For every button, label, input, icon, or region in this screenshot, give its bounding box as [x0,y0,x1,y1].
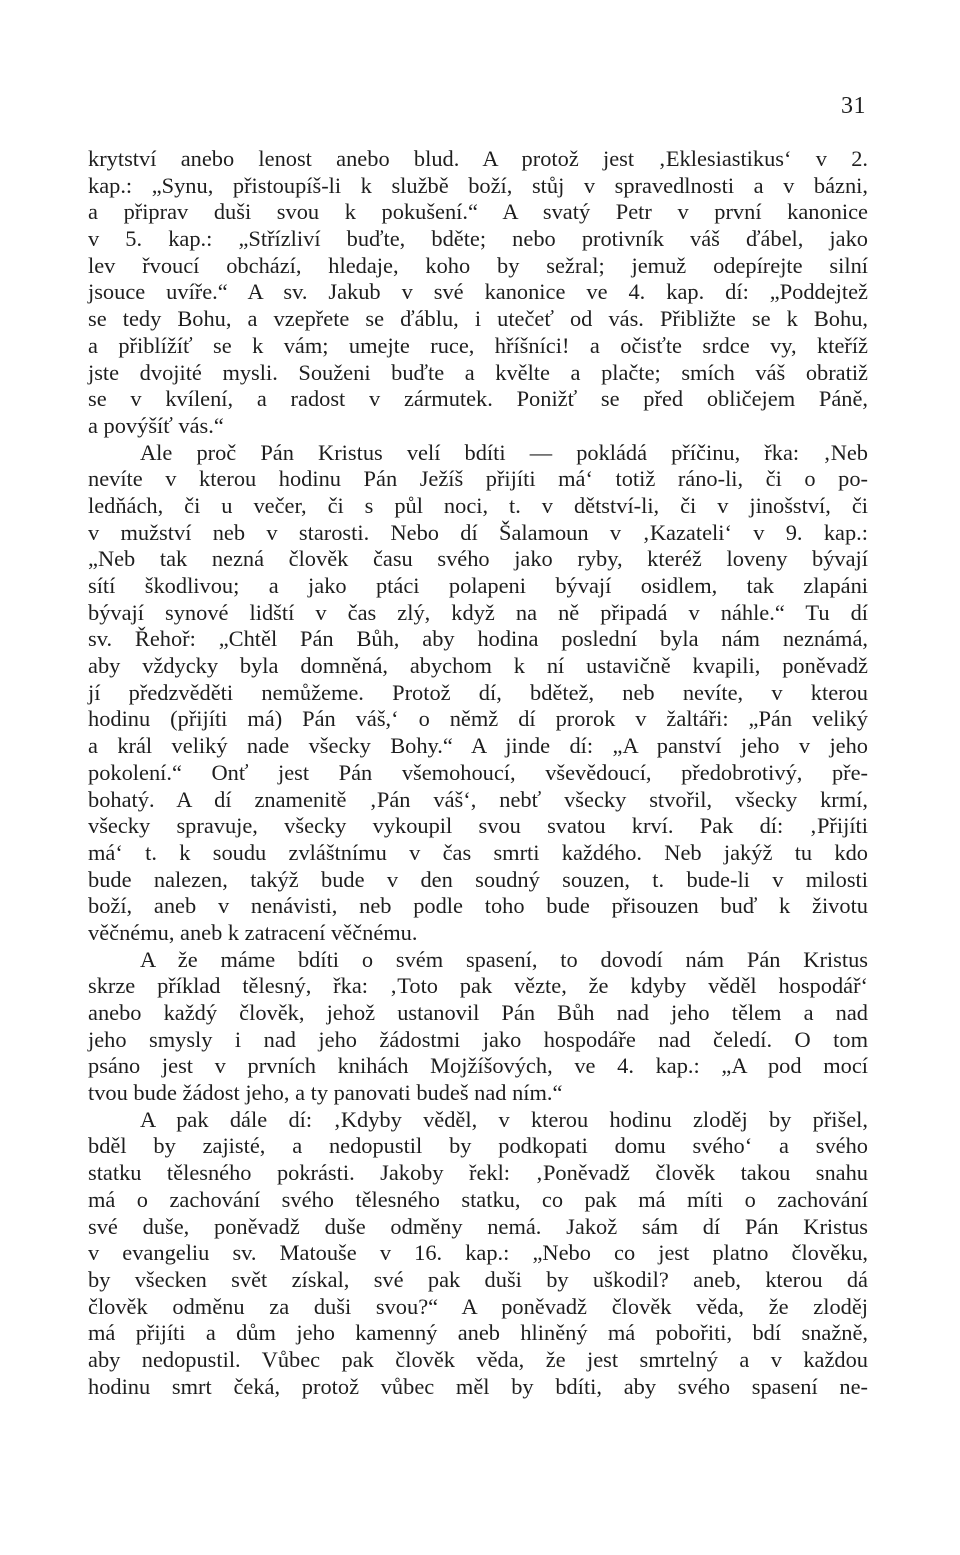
text-line: a přiblížíť se k vám; umejte ruce, hříšníci! a očisťte srdce vy, kteříž [88,332,868,358]
text-line: krytství anebo lenost anebo blud. A protož jest ‚Eklesiastikus‘ v 2. [88,146,868,171]
text-line: anebo každý člověk, jehož ustanovil Pán Bůh nad jeho tělem a nad [88,1000,868,1025]
text-line: bude nalezen, takýž bude v den soudný souzen, t. bude-li v milosti [88,866,868,892]
text-line: aby nedopustil. Vůbec pak člověk věda, že jest smrtelný a v každou [88,1346,868,1372]
text-line: jsouce uvíře.“ A sv. Jakub v své kanonice ve 4. kap. dí: „Poddejtež [88,279,868,305]
page-number: 31 [841,93,866,119]
text-line: a povýšíť vás.“ [88,412,224,438]
text-line: skrze příklad tělesný, řka: ‚Toto pak vězte, že kdyby věděl hospodář‘ [88,973,868,999]
text-line: má přijíti a dům jeho kamenný aneb hliněný má pobořiti, bdí snažně, [88,1320,868,1346]
text-line: své duše, poněvadž duše odměny nemá. Jakož sám dí Pán Kristus [88,1213,868,1239]
text-line: a připrav duši svou k pokušení.“ A svatý Petr v první kanonice [88,199,868,225]
text-line: by všecken svět získal, své pak duši by uškodil? aneb, kterou dá [88,1266,868,1292]
text-line: v evangeliu sv. Matouše v 16. kap.: „Nebo co jest platno člověku, [88,1240,868,1266]
text-line: jí předzvěděti nemůžeme. Protož dí, bdětež, neb nevíte, v kterou [88,679,868,705]
text-line: A pak dále dí: ‚Kdyby věděl, v kterou hodinu zloděj by přišel, [140,1106,868,1132]
text-line: v 5. kap.: „Střízliví buďte, bděte; nebo protivník váš ďábel, jako [88,226,868,252]
text-line: Ale proč Pán Kristus velí bdíti — pokládá příčinu, řka: ‚Neb [140,439,868,465]
text-line: bohatý. A dí znamenitě ‚Pán váš‘, nebť všecky stvořil, všecky krmí, [88,786,868,812]
text-line: aby vždycky byla domněná, abychom k ní ustavičně kvapili, poněvadž [88,653,868,679]
text-line: hodinu smrt čeká, protož vůbec měl by bdíti, aby svého spasení ne- [88,1373,868,1399]
text-line: A že máme bdíti o svém spasení, to dovodí nám Pán Kristus [140,946,868,972]
text-line: kap.: „Synu, přistoupíš-li k službě boží, stůj v spravedlnosti a v bázni, [88,172,868,198]
text-line: bděl by zajisté, a nedopustil by podkopati domu svého‘ a svého [88,1133,868,1159]
text-line: se tedy Bohu, a vzepřete se ďáblu, i utečeť od vás. Přibližte se k Bohu, [88,306,868,332]
text-line: boží, aneb v nenávisti, neb podle toho bude přisouzen buď k životu [88,893,868,919]
text-line: lev řvoucí obchází, hledaje, koho by sežral; jemuž odepírejte silní [88,252,868,278]
text-line: ledňách, či u večer, či s půl noci, t. v dětství-li, či v jinošství, či [88,492,868,518]
text-line: tvou bude žádost jeho, a ty panovati budeš nad ním.“ [88,1080,563,1106]
text-line: hodinu (přijíti má) Pán váš,‘ o němž dí prorok v žaltáři: „Pán veliký [88,706,868,732]
text-line: pokolení.“ Onť jest Pán všemohoucí, vševědoucí, předobrotivý, pře- [88,759,868,785]
text-line: člověk odměnu za duši svou?“ A poněvadž člověk věda, že zloděj [88,1293,868,1319]
text-line: v mužství neb v starosti. Nebo dí Šalamoun v ‚Kazateli‘ v 9. kap.: [88,519,868,545]
text-line: „Neb tak nezná člověk času svého jako ryby, kteréž loveny bývají [88,546,868,572]
text-line: věčnému, aneb k zatracení věčnému. [88,919,418,945]
text-line: všecky spravuje, všecky vykoupil svou svatou krví. Pak dí: ‚Přijíti [88,813,868,839]
text-line: nevíte v kterou hodinu Pán Ježíš přijíti má‘ totiž ráno-li, či o po- [88,466,868,492]
text-line: psáno jest v prvních knihách Mojžíšových, ve 4. kap.: „A pod mocí [88,1053,868,1079]
text-line: a král veliký nade všecky Bohy.“ A jinde dí: „A panství jeho v jeho [88,733,868,759]
text-line: má o zachování svého tělesného statku, co pak má míti o zachování [88,1186,868,1212]
text-line: bývají synové lidští v čas zlý, když na ně připadá v náhle.“ Tu dí [88,599,868,625]
text-line: sítí škodlivou; a jako ptáci polapeni bývají osidlem, tak zlapáni [88,573,868,598]
text-line: jste dvojité mysli. Souženi buďte a kvělte a plačte; smích váš obratiž [88,359,868,385]
text-line: jeho smysly i nad jeho žádostmi jako hospodáře nad čeledí. O tom [88,1026,868,1052]
text-line: sv. Řehoř: „Chtěl Pán Bůh, aby hodina poslední byla nám neznámá, [88,626,868,652]
text-line: má‘ t. k soudu zvláštnímu v čas smrti každého. Neb jakýž tu kdo [88,839,868,865]
body-text [88,146,868,1400]
text-line: se v kvílení, a radost v zármutek. Ponižť se před obličejem Páně, [88,386,868,412]
text-line: statku tělesného pokrásti. Jakoby řekl: ‚Poněvadž člověk takou snahu [88,1160,868,1186]
